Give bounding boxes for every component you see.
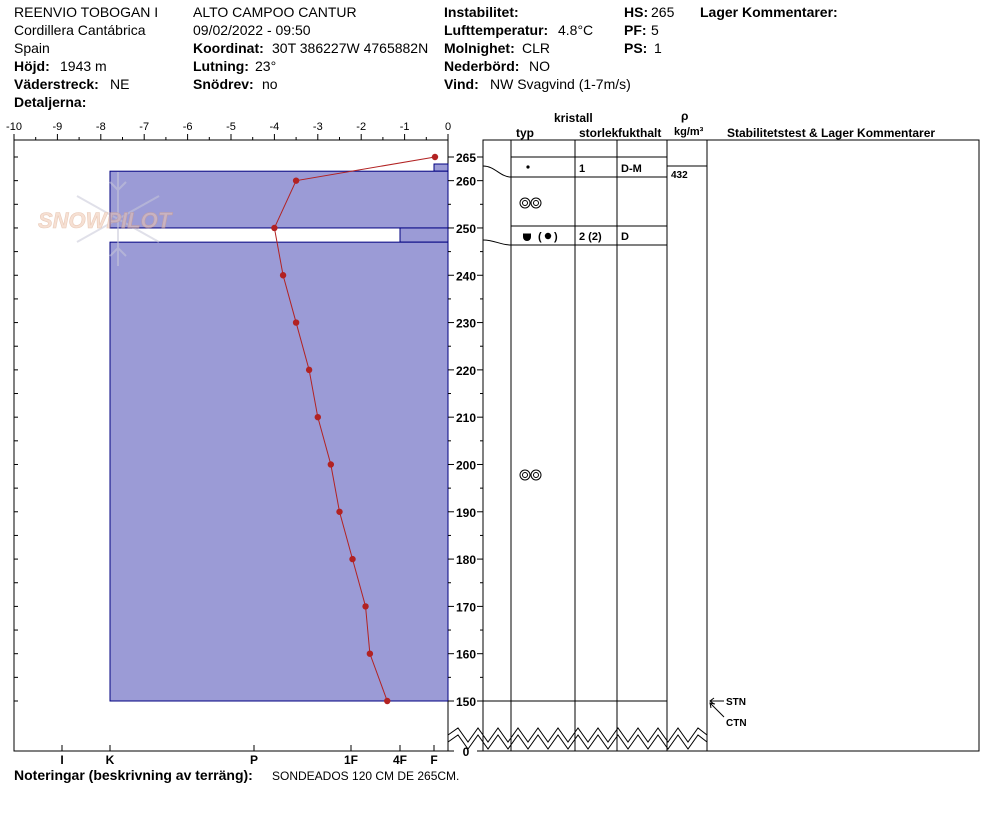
melt-freeze-crust-icon bbox=[523, 231, 558, 243]
height-tick-label: 210 bbox=[455, 411, 477, 426]
airtemp-value: 4.8°C bbox=[558, 22, 594, 38]
layer-2-moisture: D bbox=[621, 231, 629, 243]
hardness-bar bbox=[110, 242, 448, 701]
elevation-label: Höjd: bbox=[14, 58, 50, 74]
height-tick-label: 160 bbox=[455, 647, 477, 662]
rho-header: ρ bbox=[681, 109, 689, 123]
temperature-ticks bbox=[6, 121, 451, 140]
temperature-point bbox=[293, 319, 299, 325]
hardness-tick-label: I bbox=[60, 753, 64, 767]
location-name: REENVIO TOBOGAN I bbox=[14, 4, 159, 20]
ps-label: PS: bbox=[624, 40, 648, 56]
precip-value: NO bbox=[529, 58, 550, 74]
details-label: Detaljerna: bbox=[14, 94, 87, 110]
density-unit-header: kg/m³ bbox=[674, 126, 704, 138]
temperature-tick-label: -8 bbox=[95, 121, 106, 133]
temperature-point bbox=[336, 509, 342, 515]
temperature-tick-label: -10 bbox=[6, 121, 22, 133]
height-tick-label: 260 bbox=[455, 174, 477, 189]
height-tick-label: 190 bbox=[455, 505, 477, 520]
precip-label: Nederbörd: bbox=[444, 58, 520, 74]
stn-test-marker bbox=[710, 697, 746, 708]
svg-text:): ) bbox=[554, 231, 558, 243]
type-header: typ bbox=[516, 126, 534, 140]
moisture-header: fukthalt bbox=[618, 126, 662, 140]
melt-form-icon bbox=[520, 470, 541, 480]
layer-1-density: 432 bbox=[671, 170, 688, 181]
height-tick-label: 150 bbox=[455, 695, 477, 709]
hs-label: HS: bbox=[624, 4, 649, 20]
temperature-point bbox=[349, 556, 355, 562]
coordinate-label: Koordinat: bbox=[193, 40, 264, 56]
hs-value: 265 bbox=[651, 4, 675, 20]
slope-label: Lutning: bbox=[193, 58, 249, 74]
height-tick-label: 200 bbox=[455, 458, 477, 473]
height-tick-label: 230 bbox=[455, 316, 477, 331]
height-tick-label: 265 bbox=[455, 151, 477, 165]
temperature-point bbox=[315, 414, 321, 420]
layer-2-size: 2 (2) bbox=[579, 231, 602, 243]
airtemp-label: Lufttemperatur: bbox=[444, 22, 549, 38]
temperature-tick-label: -5 bbox=[226, 121, 236, 133]
temperature-tick-label: -1 bbox=[399, 121, 410, 133]
slope-value: 23° bbox=[255, 58, 277, 74]
hardness-ticks bbox=[60, 745, 437, 767]
hardness-tick-label: K bbox=[105, 753, 115, 767]
layer-1-moisture: D-M bbox=[621, 163, 642, 175]
temperature-point bbox=[328, 461, 334, 467]
country-name: Spain bbox=[14, 40, 50, 56]
hardness-tick-label: 1F bbox=[343, 753, 359, 767]
hardness-tick-label: F bbox=[430, 753, 438, 767]
temperature-point bbox=[362, 603, 368, 609]
sky-value: CLR bbox=[522, 40, 551, 56]
range-name: Cordillera Cantábrica bbox=[14, 22, 146, 38]
height-tick-label: 240 bbox=[455, 269, 477, 284]
temperature-tick-label: 0 bbox=[444, 121, 452, 133]
crystal-header: kristall bbox=[554, 111, 593, 125]
temperature-point bbox=[271, 225, 277, 231]
height-tick-label: 0 bbox=[462, 745, 470, 759]
temperature-point bbox=[367, 650, 373, 656]
sky-label: Molnighet: bbox=[444, 40, 515, 56]
wind-value: NW Svagvind (1-7m/s) bbox=[490, 76, 631, 92]
drift-value: no bbox=[262, 76, 278, 92]
observation-datetime: 09/02/2022 - 09:50 bbox=[193, 22, 311, 38]
height-tick-label: 170 bbox=[455, 600, 477, 615]
melt-form-icon bbox=[520, 198, 541, 208]
ps-value: 1 bbox=[654, 40, 662, 56]
temperature-point bbox=[432, 154, 438, 160]
hardness-bar bbox=[400, 228, 448, 242]
hardness-tick-label: P bbox=[249, 753, 259, 767]
stn-label: STN bbox=[726, 697, 746, 708]
temperature-tick-label: -4 bbox=[269, 121, 280, 133]
temperature-point bbox=[293, 177, 299, 183]
coordinate-value: 30T 386227W 4765882N bbox=[272, 40, 429, 56]
notes-label: Noteringar (beskrivning av terräng): bbox=[14, 767, 253, 783]
pf-value: 5 bbox=[651, 22, 659, 38]
temperature-tick-label: -2 bbox=[356, 121, 367, 133]
layer-comments-label: Lager Kommentarer: bbox=[700, 4, 838, 20]
layer-1-size: 1 bbox=[579, 163, 586, 175]
temperature-point bbox=[384, 698, 390, 704]
temperature-point bbox=[306, 367, 312, 373]
temperature-tick-label: -9 bbox=[52, 121, 63, 133]
temperature-tick-label: -3 bbox=[312, 121, 323, 133]
temperature-point bbox=[280, 272, 286, 278]
ctn-label: CTN bbox=[726, 718, 747, 729]
hardness-tick-label: 4F bbox=[392, 753, 408, 767]
precip-particle-icon bbox=[526, 165, 529, 168]
height-tick-label: 250 bbox=[455, 221, 477, 236]
height-tick-label: 180 bbox=[455, 553, 477, 568]
svg-text:(: ( bbox=[538, 231, 542, 243]
notes-text: SONDEADOS 120 CM DE 265CM. bbox=[272, 769, 460, 783]
drift-label: Snödrev: bbox=[193, 76, 254, 92]
aspect-label: Väderstreck: bbox=[14, 76, 99, 92]
instability-label: Instabilitet: bbox=[444, 4, 519, 20]
hardness-bars bbox=[110, 164, 448, 701]
pf-label: PF: bbox=[624, 22, 647, 38]
temperature-tick-label: -6 bbox=[182, 121, 193, 133]
logo-text: SNOWPILOT bbox=[38, 208, 172, 233]
size-header: storlek bbox=[579, 126, 619, 140]
aspect-value: NE bbox=[110, 76, 130, 92]
hardness-bar bbox=[434, 164, 448, 171]
stability-header: Stabilitetstest & Lager Kommentarer bbox=[727, 126, 936, 140]
site-name: ALTO CAMPOO CANTUR bbox=[193, 4, 357, 20]
temperature-tick-label: -7 bbox=[139, 121, 150, 133]
wind-label: Vind: bbox=[444, 76, 479, 92]
height-tick-label: 220 bbox=[455, 363, 477, 378]
elevation-value: 1943 m bbox=[60, 58, 107, 74]
stratigraphy-grid bbox=[448, 140, 979, 751]
